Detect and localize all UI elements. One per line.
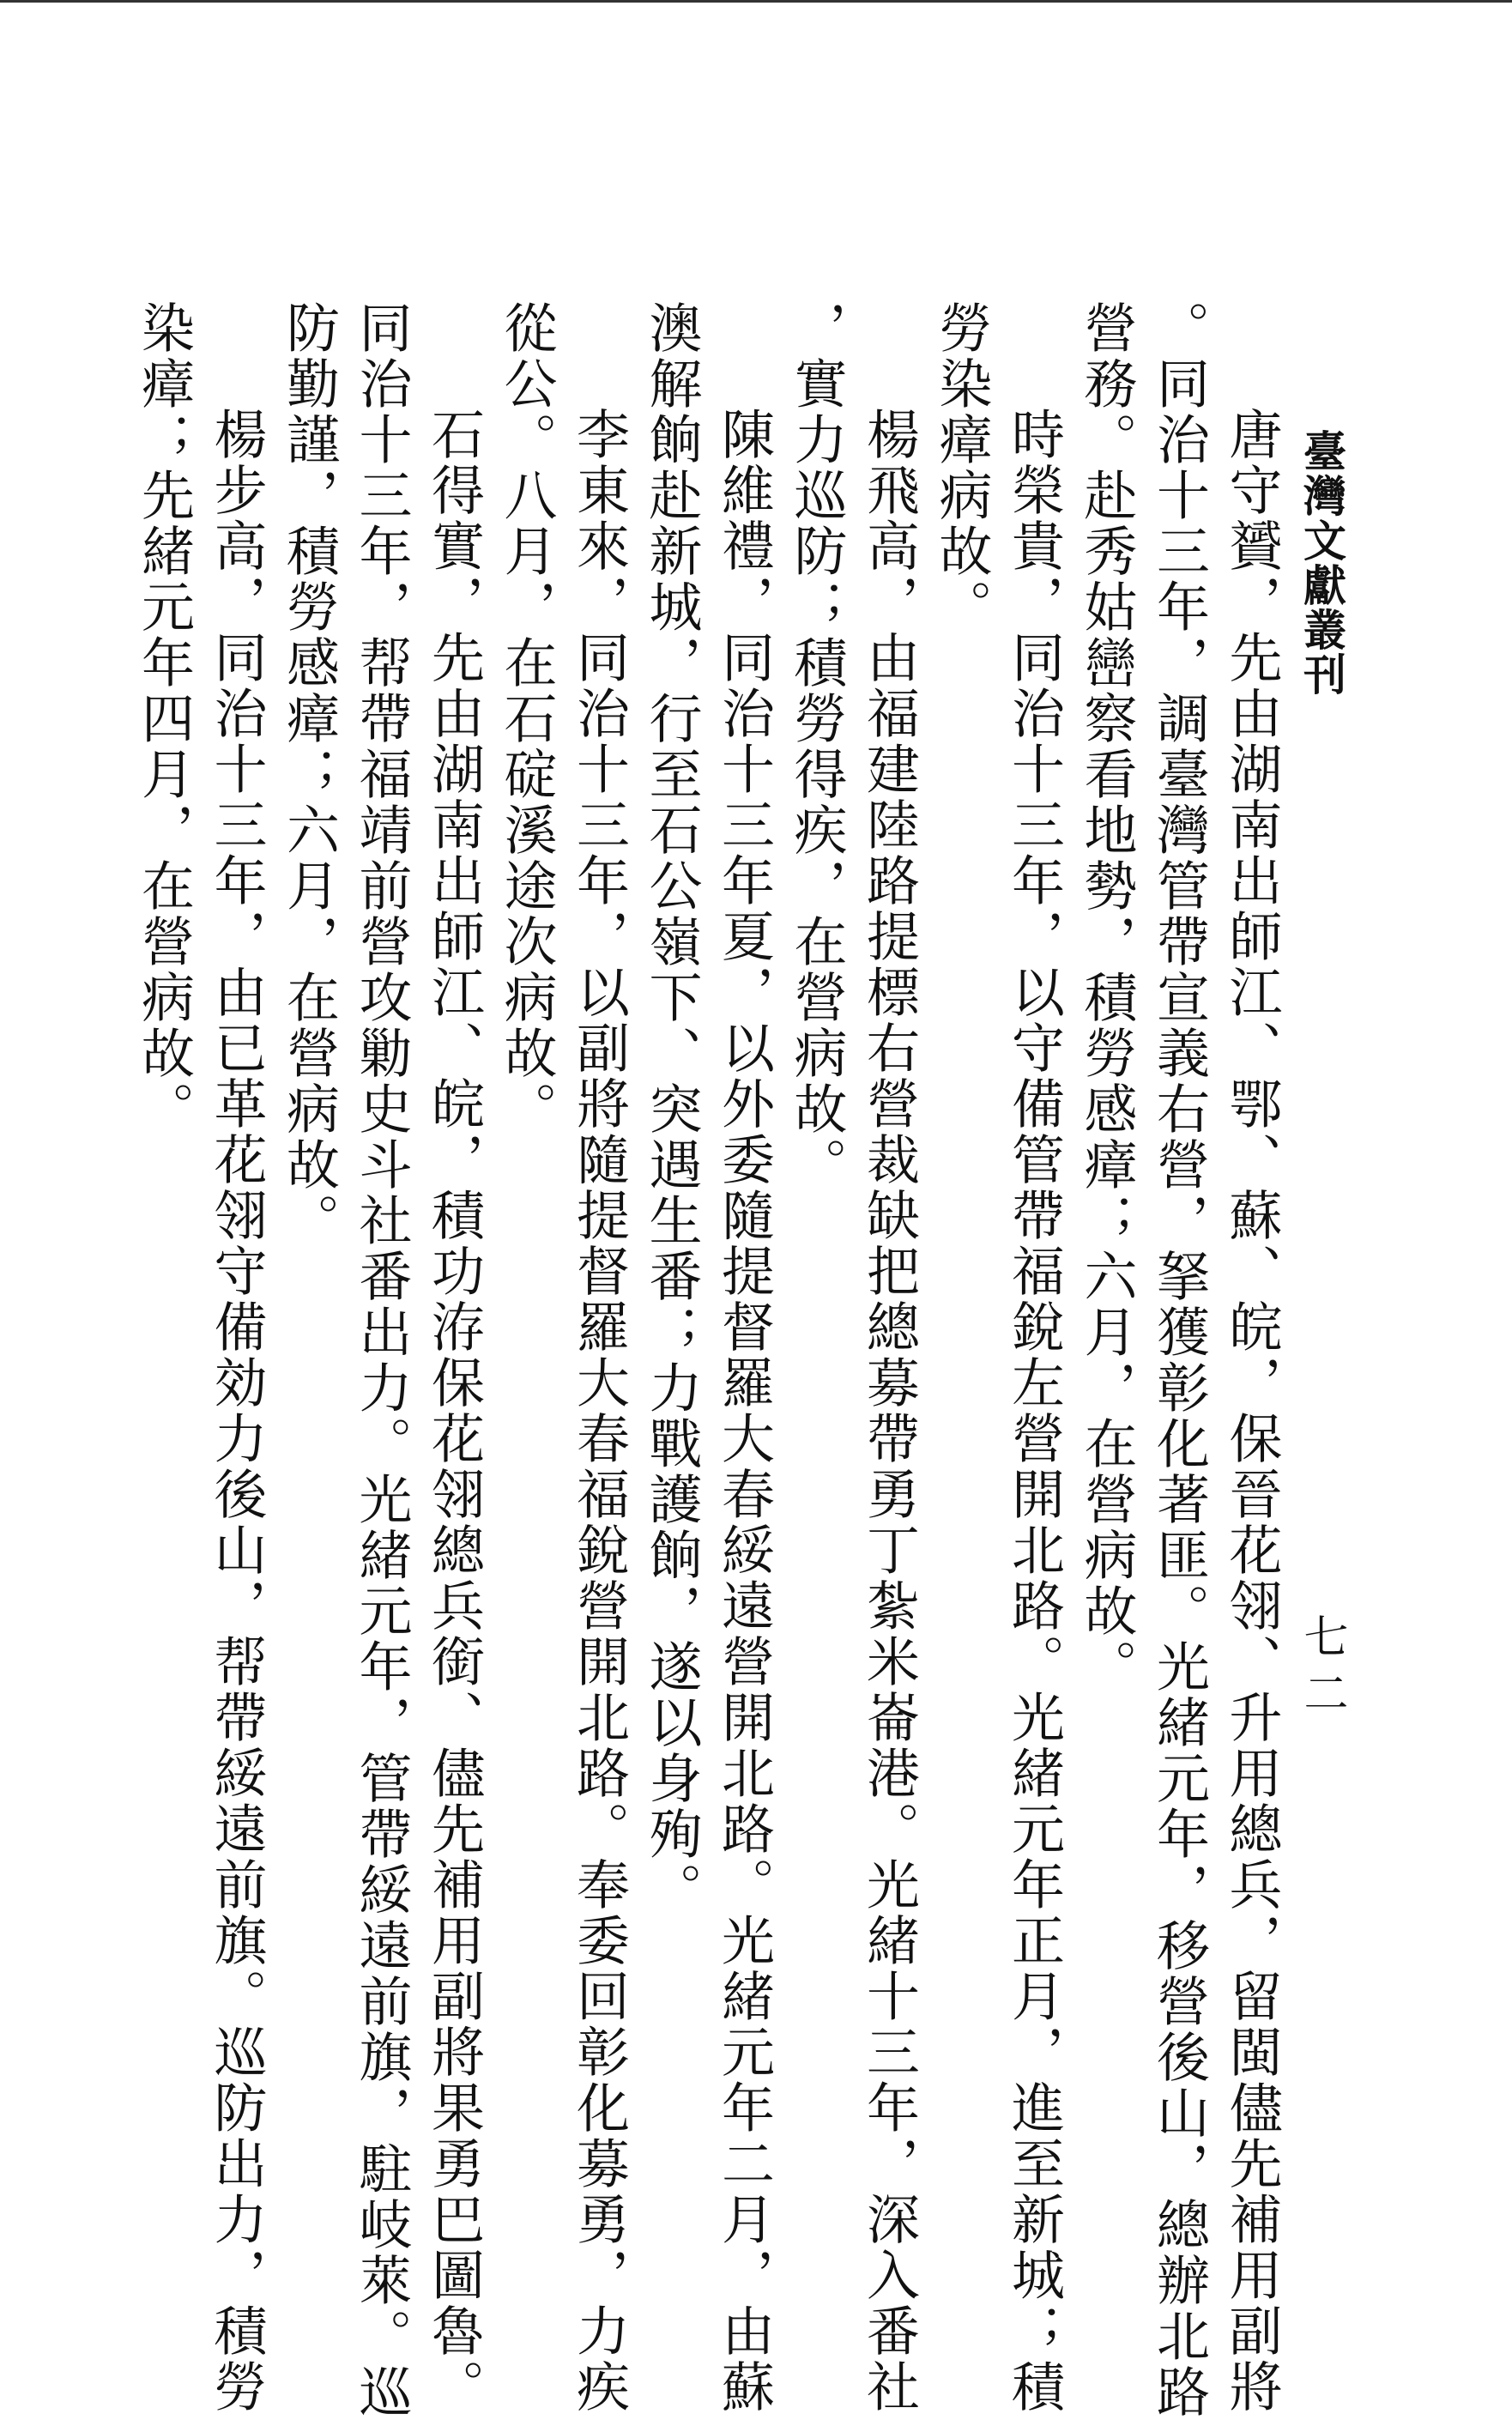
text-column: 時榮貴，同治十三年，以守備管帶福銳左營開北路。光緒元年正月，進至新城；積: [1002, 407, 1066, 2415]
text-column: 勞染瘴病故。: [930, 300, 993, 635]
text-column: 楊飛高，由福建陸路提標右營裁缺把總募帶勇丁紮米崙港。光緒十三年，深入番社: [857, 407, 921, 2415]
text-column: 唐守贇，先由湖南出師江、鄂、蘇、皖，保晉花翎、升用總兵，留閩儘先補用副將: [1220, 407, 1283, 2415]
vertical-text-body: [120, 300, 1287, 2420]
text-column: 同治十三年，帮帶福靖前營攻勦史斗社番出力。光緒元年，管帶綏遠前旗，駐岐萊。巡: [350, 300, 413, 2420]
text-column: 澳解餉赴新城，行至石公嶺下、突遇生番；力戰護餉，遂以身殉。: [640, 300, 703, 1918]
running-header-title: 臺灣文獻叢刊: [1297, 429, 1347, 697]
text-column: ，實力巡防；積勞得疾，在營病故。: [785, 300, 848, 1193]
text-column: 染瘴；先緒元年四月，在營病故。: [132, 300, 196, 1137]
text-column: 石得實，先由湖南出師江、皖，積功洊保花翎總兵銜、儘先補用副將果勇巴圖魯。: [422, 407, 486, 2415]
text-column: 從公。八月，在石碇溪途次病故。: [495, 300, 558, 1137]
text-column: 楊步高，同治十三年，由已革花翎守備効力後山，帮帶綏遠前旗。巡防出力，積勞: [205, 407, 268, 2415]
text-column: 營務。赴秀姑巒察看地勢，積勞感瘴；六月，在營病故。: [1075, 300, 1138, 1695]
top-border-line: [0, 0, 1512, 3]
text-column: 防勤謹，積勞感瘴；六月，在營病故。: [277, 300, 341, 1249]
text-column: 陳維禮，同治十三年夏，以外委隨提督羅大春綏遠營開北路。光緒元年二月，由蘇: [712, 407, 776, 2415]
text-column: 李東來，同治十三年，以副將隨提督羅大春福銳營開北路。奉委回彰化募勇，力疾: [567, 407, 631, 2415]
page-number: 七二: [1296, 1613, 1347, 1727]
text-column: 。同治十三年，調臺灣管帶宣義右營，拏獲彰化著匪。光緒元年，移營後山，總辦北路: [1147, 300, 1211, 2420]
